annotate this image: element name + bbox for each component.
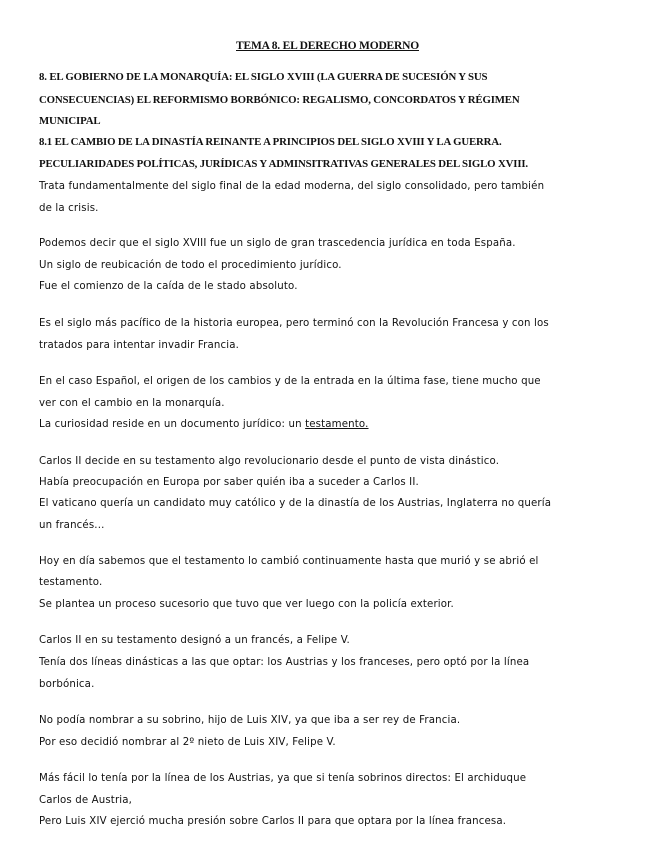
heading-8-line-2: CONSECUENCIAS) EL REFORMISMO BORBÓNICO: REGALISMO, CONCORDATOS Y RÉGIMEN [39,94,520,106]
paragraph-line: Fue el comienzo de la caída de le stado absoluto. [39,281,298,292]
paragraph-line: El vaticano quería un candidato muy católico y de la dinastía de los Austrias, Inglaterra no quería [39,498,552,509]
paragraph-line: de la crisis. [39,203,99,214]
paragraph-line: Un siglo de reubicación de todo el procedimiento jurídico. [39,260,342,271]
document-title: TEMA 8. EL DERECHO MODERNO [236,40,419,52]
curiosity-text: La curiosidad reside en un documento jurídico: un [39,419,306,430]
paragraph-line: ver con el cambio en la monarquía. [39,398,225,409]
paragraph-line: Es el siglo más pacífico de la historia europea, pero terminó con la Revolución Francesa y con los [39,318,549,329]
paragraph-line [39,418,369,432]
paragraph-line: un francés... [39,520,105,531]
paragraph-line: Tenía dos líneas dinásticas a las que optar: los Austrias y los franceses, pero optó por la línea [39,657,530,668]
heading-8-1-line-2: PECULIARIDADES POLÍTICAS, JURÍDICAS Y ADMINSITRATIVAS GENERALES DEL SIGLO XVIII. [39,158,528,170]
paragraph-line: En el caso Español, el origen de los cambios y de la entrada en la última fase, tiene mucho que [39,376,541,387]
testamento-underlined: testamento. [305,419,369,430]
paragraph-line: Se plantea un proceso sucesorio que tuvo que ver luego con la policía exterior. [39,599,454,610]
paragraph-line: Hoy en día sabemos que el testamento lo cambió continuamente hasta que murió y se abrió el [39,556,539,567]
heading-8-1-line-1: 8.1 EL CAMBIO DE LA DINASTÍA REINANTE A PRINCIPIOS DEL SIGLO XVIII Y LA GUERRA. [39,136,502,148]
paragraph-line: Carlos II en su testamento designó a un francés, a Felipe V. [39,635,350,646]
heading-8-line-1: 8. EL GOBIERNO DE LA MONARQUÍA: EL SIGLO XVIII (LA GUERRA DE SUCESIÓN Y SUS [39,71,488,83]
heading-8-line-3: MUNICIPAL [39,115,101,127]
paragraph-line: Carlos de Austria, [39,795,133,806]
paragraph-line: Más fácil lo tenía por la línea de los Austrias, ya que si tenía sobrinos directos: El archiduque [39,773,527,784]
paragraph-line: No podía nombrar a su sobrino, hijo de Luis XIV, ya que iba a ser rey de Francia. [39,715,461,726]
paragraph-line: testamento. [39,577,103,588]
paragraph-line: Carlos II decide en su testamento algo revolucionario desde el punto de vista dinástico. [39,456,500,467]
paragraph-line: Por eso decidió nombrar al 2º nieto de Luis XIV, Felipe V. [39,737,336,748]
paragraph-line: tratados para intentar invadir Francia. [39,340,240,351]
paragraph-line: Podemos decir que el siglo XVIII fue un siglo de gran trascedencia jurídica en toda España. [39,238,516,249]
paragraph-line: borbónica. [39,679,95,690]
paragraph-line: Pero Luis XIV ejerció mucha presión sobre Carlos II para que optara por la línea francesa. [39,816,507,827]
paragraph-line: Trata fundamentalmente del siglo final de la edad moderna, del siglo consolidado, pero también [39,181,545,192]
paragraph-line: Había preocupación en Europa por saber quién iba a suceder a Carlos II. [39,477,419,488]
